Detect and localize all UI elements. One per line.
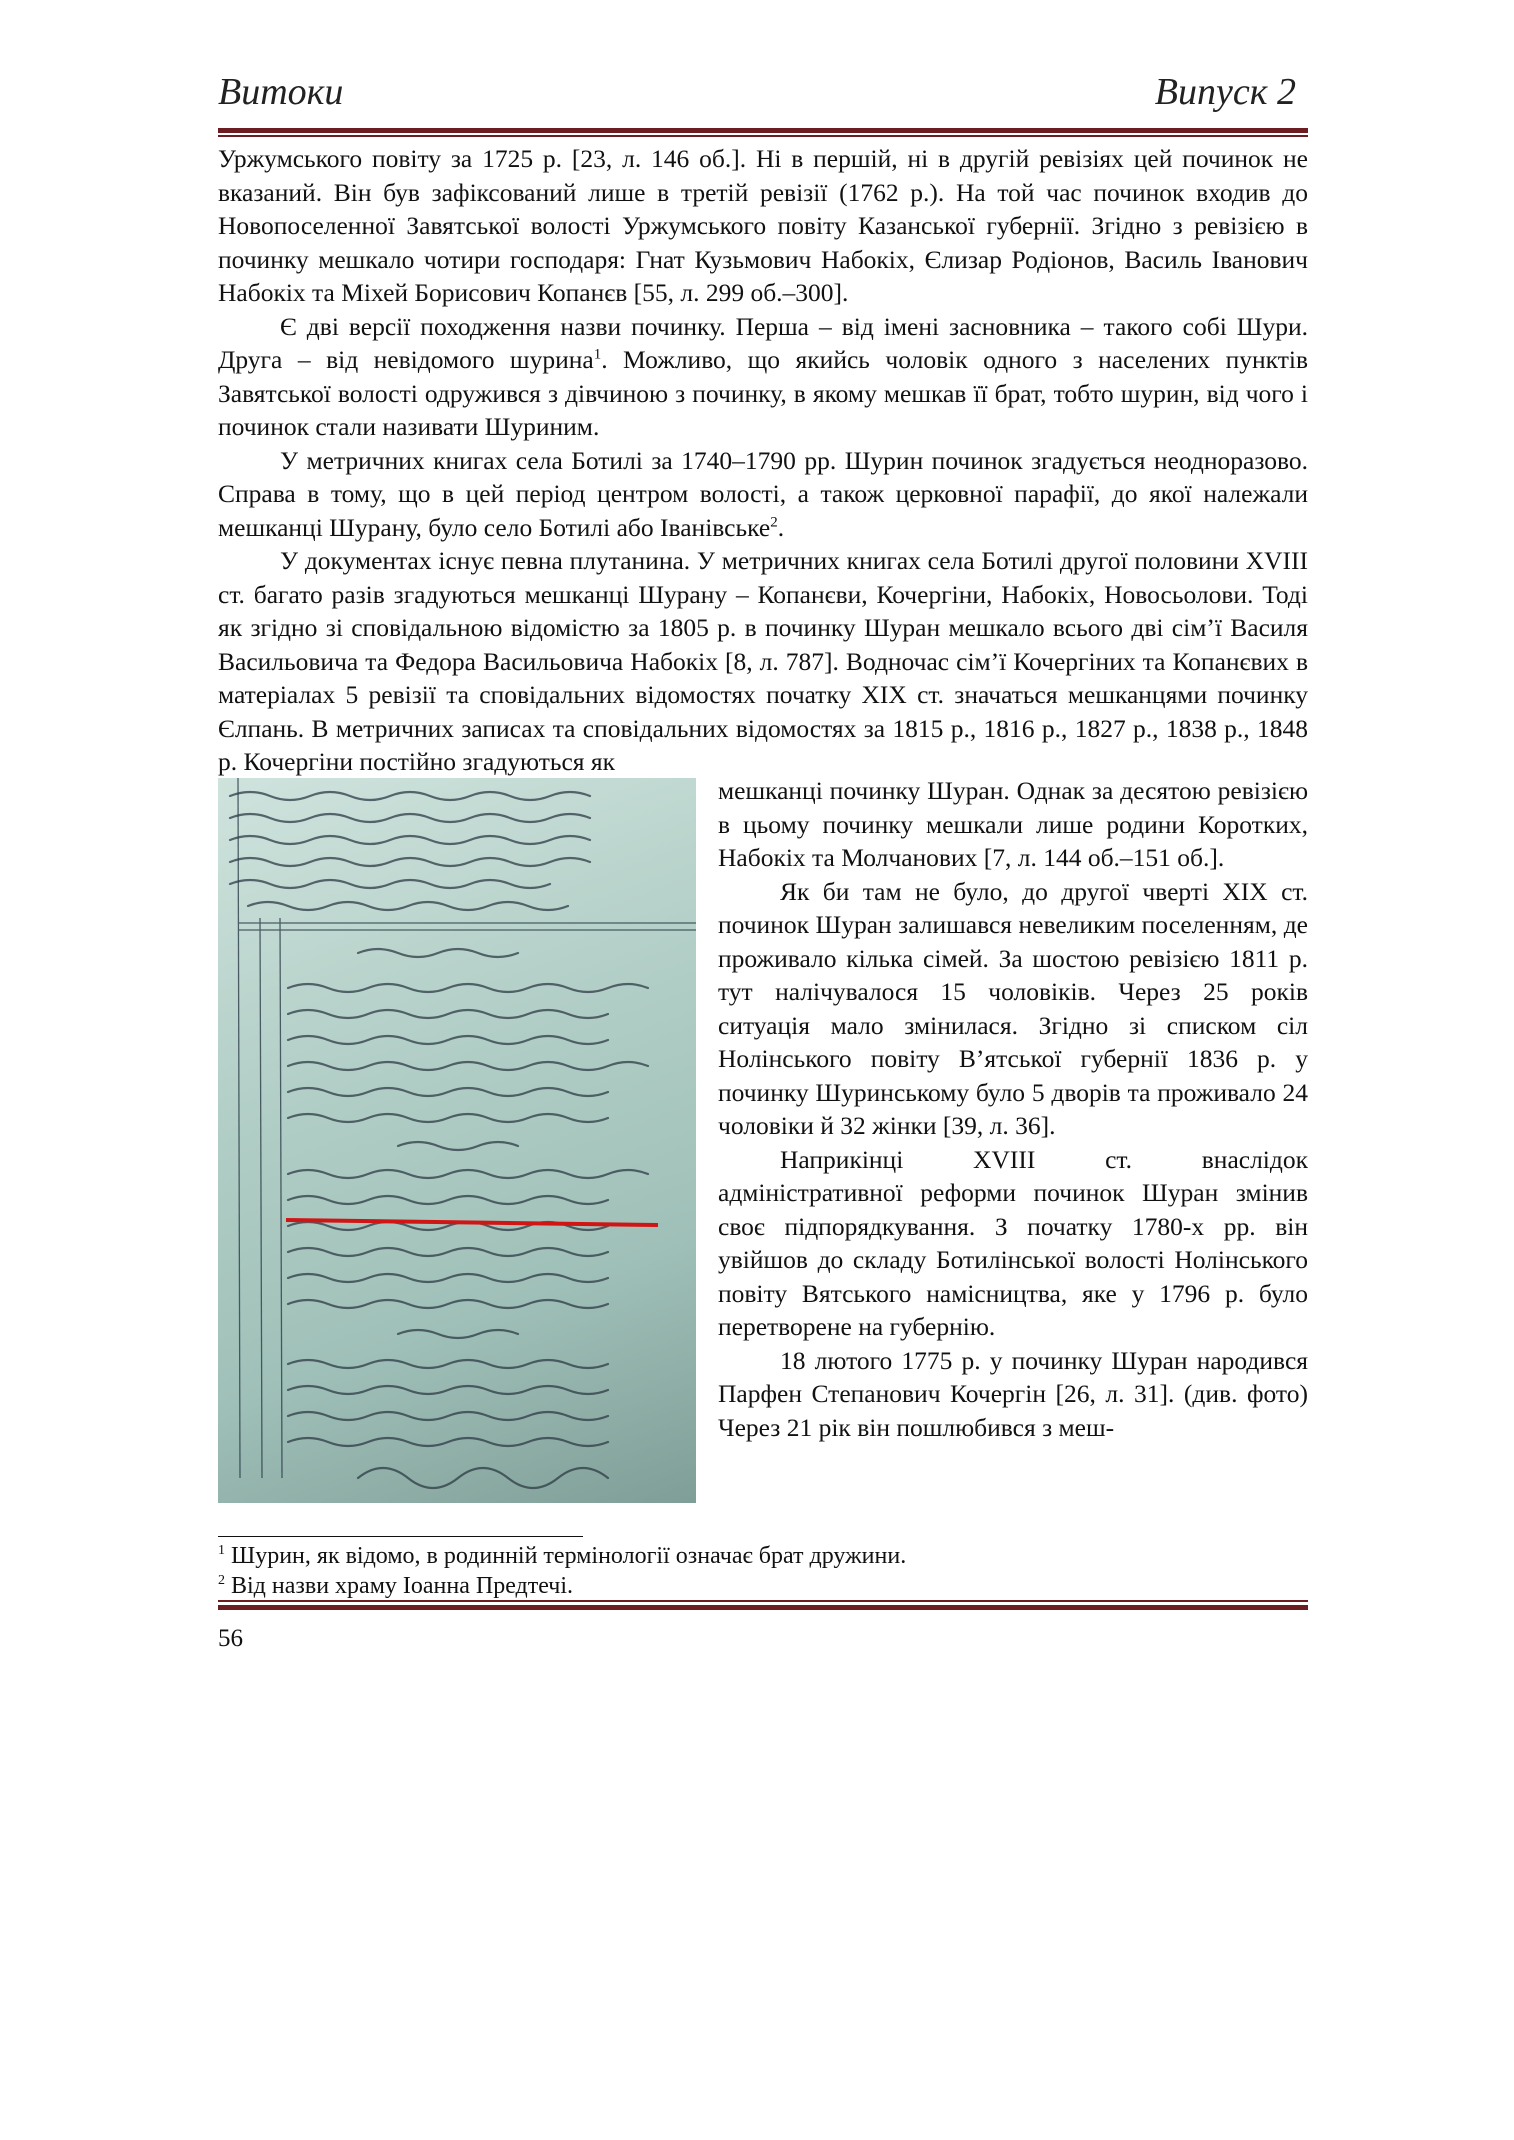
paragraph-4: У документах існує певна плутанина. У метричних книгах села Ботилі другої половини XVIII ст. багато разів згадуються мешканці Шурану – Копанєви, Кочергіни, Набокіх, Новосьолови. Тоді як згідно зі сповідальною відомістю за 1805 р. в починку Шуран мешкало всього дві сім’ї Василя Васильовича та Федора Васильовича Набокіх [8, л. 787]. Водночас сім’ї Кочергіних та Копанєвих в матеріалах 5 ревізії та сповідальних відомостях початку XIX ст. значаться мешканцями починку Єлпань. В метричних записах та сповідальних відомостях за 1815 р., 1816 р., 1827 р., 1838 р., 1848 р. Кочергіни постійно згадуються як [218, 546, 1308, 776]
journal-title: Витоки [218, 71, 344, 113]
footnote-separator [218, 1536, 583, 1537]
article-text-side [718, 774, 1308, 1444]
paragraph-1: Уржумського повіту за 1725 р. [23, л. 146 об.]. Ні в першій, ні в другій ревізіях цей починок не вказаний. Він був зафіксований лише в третій ревізії (1762 р.). На той час починок входив до Новопоселенної Завятської волості Уржумського повіту Казанської губернії. Згідно з ревізією в починку мешкало чотири господаря: Гнат Кузьмович Набокіх, Єлизар Родіонов, Василь Іванович Набокіх та Міхей Борисович Копанєв [55, л. 299 об.–300]. [218, 144, 1308, 307]
footnote-2: $^2$ Від назви храму Іоанна Предтечі. [218, 1573, 574, 1599]
paragraph-5: мешканці починку Шуран. Однак за десятою ревізією в цьому починку мешкали лише родини Коротких, Набокіх та Молчанових [7, л. 144 об.–151 об.]. [718, 776, 1308, 872]
article-text-top [218, 142, 1308, 779]
header-rule-thin [218, 135, 1308, 137]
footnote-1: $^1$ Шурин, як відомо, в родинній термінології означає брат дружини. [218, 1543, 907, 1569]
paragraph-6: Як би там не було, до другої чверті XIX ст. починок Шуран залишався невеликим поселенням, де проживало кілька сімей. За шостою ревізією 1811 р. тут налічувалося 15 чоловіків. Через 25 років ситуація мало змінилася. Згідно зі списком сіл Нолінського повіту В’ятської губернії 1836 р. у починку Шуринському було 5 дворів та проживало 24 чоловіки й 32 жінки [39, л. 36]. [718, 876, 1308, 1140]
issue-number: Випуск 2 [1154, 71, 1296, 113]
footnote-ref-1: 1 [593, 346, 602, 363]
page-number: 56 [218, 1625, 243, 1652]
footer-rule-thin [218, 1600, 1308, 1602]
paragraph-8: 18 лютого 1775 р. у починку Шуран народився Парфен Степанович Кочергін [26, л. 31]. (див. фото) Через 21 рік він пошлюбився з меш- [718, 1345, 1308, 1442]
archival-register-photo [218, 778, 696, 1503]
paragraph-2: Є дві версії походження назви починку. Перша – від імені засновника – такого собі Шури. Друга – від невідомого шурина$^1$. Можливо, що якийсь чоловік одного з населених пунктів Завятської волості одружився з дівчиною з починку, в якому мешкав її брат, тобто шурин, від чого і починок стали називати Шуриним. [218, 311, 1308, 441]
paragraph-7: Наприкінці XVIII ст. внаслідок адміністративної реформи починок Шуран змінив своє підпорядкування. З початку 1780-х рр. він увійшов до складу Ботилінської волості Нолінського повіту Вятського намісництва, яке у 1796 р. було перетворене на губернію. [718, 1144, 1308, 1341]
paragraph-3: У метричних книгах села Ботилі за 1740–1790 рр. Шурин починок згадується неодноразово. Справа в тому, що в цей період центром волості, а також церковної парафії, до якої належали мешканці Шурану, було село Ботилі або Іванівське$^2$. [218, 445, 1308, 542]
header-rule-thick [218, 128, 1308, 133]
footnote-ref-2: 2 [770, 514, 778, 530]
footnotes [218, 1536, 1308, 1601]
footer-rule-thick [218, 1605, 1308, 1610]
